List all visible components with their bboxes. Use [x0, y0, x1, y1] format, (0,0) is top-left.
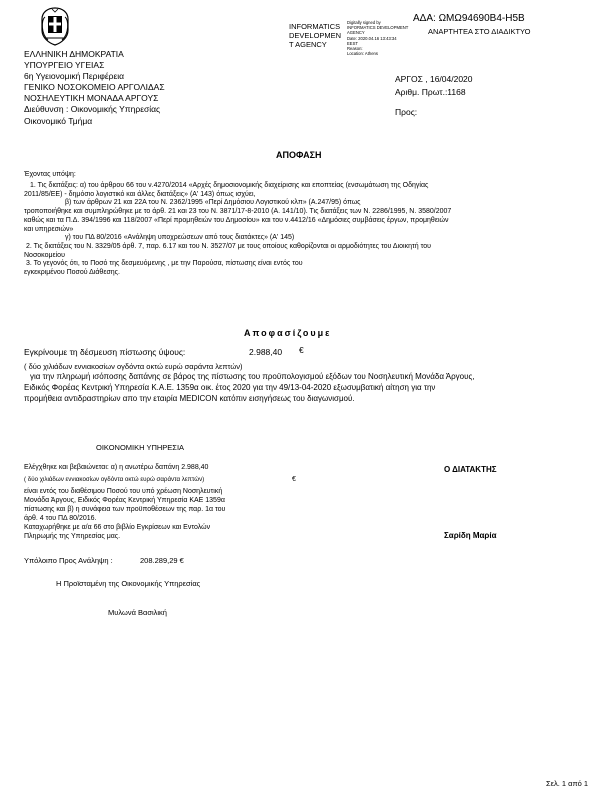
- signature-detail-line: Digitally signed by: [347, 20, 381, 25]
- organization-block: [24, 49, 165, 127]
- signature-detail-line: Date: 2020.04.16 13:43:34: [347, 35, 397, 41]
- authorizer-name: Σαρίδη Μαρία: [444, 531, 497, 540]
- finance-line: είναι εντός του διαθέσιμου Ποσού του υπό χρέωση Νοσηλευτική: [24, 488, 223, 495]
- approve-label: Εγκρίνουμε τη δέσμευση πίστωσης ύψους:: [24, 347, 186, 357]
- document-title: ΑΠΟΦΑΣΗ: [276, 150, 322, 160]
- org-line: ΝΟΣΗΛΕΥΤΙΚΗ ΜΟΝΑΔΑ ΑΡΓΟΥΣ: [24, 93, 159, 104]
- finance-body: [24, 487, 225, 542]
- remainder-value: 208.289,29 €: [140, 556, 184, 565]
- org-line: Διεύθυνση : Οικονομικής Υπηρεσίας: [24, 104, 161, 115]
- decide-body: [24, 372, 475, 404]
- considering-line: 1. Τις διατάξεις: α) του άρθρου 66 του ν.4270/2014 «Αρχές δημοσιονομικής διαχείρισης και εποπτείας (ενσωμάτωση της Οδηγίας: [30, 182, 429, 189]
- approve-amount: 2.988,40: [249, 347, 283, 357]
- finance-line: Πληρωμής της Υπηρεσίας μας.: [24, 533, 121, 541]
- org-line: 6η Υγειονομική Περιφέρεια: [24, 71, 125, 82]
- finance-head-title: Η Προϊσταμένη της Οικονομικής Υπηρεσίας: [56, 579, 201, 588]
- org-line: ΓΕΝΙΚΟ ΝΟΣΟΚΟΜΕΙΟ ΑΡΓΟΛΙΔΑΣ: [24, 82, 165, 93]
- considering-line: γ) του ΠΔ 80/2016 «Ανάληψη υποχρεώσεων από τους διατάκτες» (Α' 145): [65, 234, 295, 242]
- remainder-label: Υπόλοιπο Προς Ανάληψη :: [24, 556, 113, 565]
- amount-in-words: ( δύο χιλιάδων εννιακοσίων ογδόντα οκτώ ευρώ σαράντα λεπτών): [24, 362, 243, 371]
- signature-detail-line: Reason:: [347, 46, 363, 52]
- signature-detail-line: Location: Athens: [347, 51, 378, 57]
- authorizer-title: Ο ΔΙΑΤΑΚΤΗΣ: [444, 465, 497, 474]
- considering-line: 3. Το γεγονός ότι, το Ποσό της δεσμευόμενης , με την Παρούσα, πίστωσης είναι εντός του: [26, 260, 303, 268]
- finance-check-line: Ελέγχθηκε και βεβαιώνεται: α) η ανωτέρω δαπάνη 2.988,40: [24, 464, 209, 471]
- org-line: ΕΛΛΗΝΙΚΗ ΔΗΜΟΚΡΑΤΙΑ: [24, 49, 124, 59]
- signature-detail-line: EEST: [347, 40, 358, 46]
- ada-code: ΑΔΑ: ΩΜΩ94690Β4-Η5Β: [413, 13, 525, 24]
- finance-head-name: Μυλωνά Βασιλική: [108, 608, 167, 617]
- finance-words-euro: €: [292, 476, 296, 483]
- finance-line: πίστωσης και β) η συνάφεια των προϋποθέσεων της παρ. 1α του: [24, 506, 226, 514]
- considering-line: β) των άρθρων 21 και 22Α του Ν. 2362/1995 «Περί Δημόσιου Λογιστικού κλπ» (Α.247/95) όπως: [65, 199, 361, 207]
- signature-detail-line: AGENCY: [347, 30, 365, 36]
- posted-label: ΑΝΑΡΤΗΤΕΑ ΣΤΟ ΔΙΑΔΙΚΤΥΟ: [428, 27, 531, 36]
- decide-line: Ειδικός Φορέας Κεντρική Υπηρεσία Κ.Α.Ε. 1359α οικ. έτος 2020 για την 49/13-04-2020 εξωσυμβατική αίτηση για την: [24, 382, 436, 392]
- considering-line: τροποποιήθηκε και συμπληρώθηκε με το άρθ. 21 και 23 του Ν. 3871/17-8-2010 (Α. 141/10). Τις διατάξεις των Ν. 2286/1995, Ν. 3580/2007: [24, 208, 452, 216]
- considering-line: και υπηρεσιών»: [24, 225, 74, 233]
- considering-line: 2. Τις διατάξεις του Ν. 3329/05 άρθ. 7, παρ. 6.17 και του Ν. 3527/07 με τους οποίους καθορίζονται οι αρμοδιότητες του Διοικητή του: [26, 242, 431, 250]
- protocol-number: Αριθμ. Πρωτ.:1168: [395, 87, 466, 97]
- considering-heading: Έχοντας υπόψη:: [24, 171, 76, 178]
- finance-line: Μονάδα Άργους, Ειδικός Φορέας Κεντρική Υπηρεσία ΚΑΕ 1359α: [24, 497, 225, 505]
- signature-details: [347, 20, 408, 56]
- considering-body: [24, 182, 451, 278]
- finance-words-line: ( δύο χιλιάδων εννιακοσίων ογδόντα οκτώ ευρώ σαράντα λεπτών): [24, 476, 205, 483]
- org-line: Οικονομικό Τμήμα: [24, 115, 93, 126]
- considering-line: 2011/85/ΕΕ) - δημόσιο λογιστικό και άλλες διατάξεις» (Α' 143) όπως ισχύει,: [24, 190, 256, 198]
- agency-line: T AGENCY: [289, 40, 327, 49]
- finance-line: Καταχωρήθηκε με α/α 66 στο βιβλίο Εγκρίσεων και Εντολών: [24, 524, 211, 532]
- signature-detail-line: INFORMATICS DEVELOPMENT: [347, 25, 409, 31]
- org-line: ΥΠΟΥΡΓΕΙΟ ΥΓΕΙΑΣ: [24, 60, 105, 71]
- considering-line: εγκεκριμένου Ποσού Διάθεσης.: [24, 269, 120, 277]
- decide-heading: Αποφασίζουμε: [244, 328, 332, 338]
- decide-line: προμήθεια αντιδραστηρίων απο την εταιρία MEDICON κατόπιν εισηγήσεως του διαγωνισμού.: [24, 393, 355, 403]
- place-date: ΑΡΓΟΣ , 16/04/2020: [395, 74, 473, 84]
- agency-line: DEVELOPMEN: [289, 31, 342, 40]
- decide-line: για την πληρωμή ισόποσης δαπάνης σε βάρος της πίστωσης του προϋπολογισμού εξόδων του Νοσηλευτική Μονάδα Άργους,: [30, 372, 475, 381]
- considering-line: Νοσοκομείου: [24, 251, 65, 259]
- finance-heading: ΟΙΚΟΝΟΜΙΚΗ ΥΠΗΡΕΣΙΑ: [96, 443, 185, 452]
- signature-agency: [289, 22, 341, 49]
- finance-line: άρθ. 4 του ΠΔ 80/2016.: [24, 515, 97, 523]
- coat-of-arms-emblem: [38, 6, 72, 46]
- approve-currency: €: [299, 345, 304, 355]
- recipient-label: Προς:: [395, 107, 418, 117]
- page-number: Σελ. 1 από 1: [546, 779, 589, 788]
- agency-line: INFORMATICS: [289, 22, 341, 31]
- considering-line: καθώς και τα Π.Δ. 394/1996 και 118/2007 «Περί προμηθειών του Δημοσίου» και του ν.4412/16 «Δημόσιες συμβάσεις έργων, προμηθειών: [24, 216, 449, 224]
